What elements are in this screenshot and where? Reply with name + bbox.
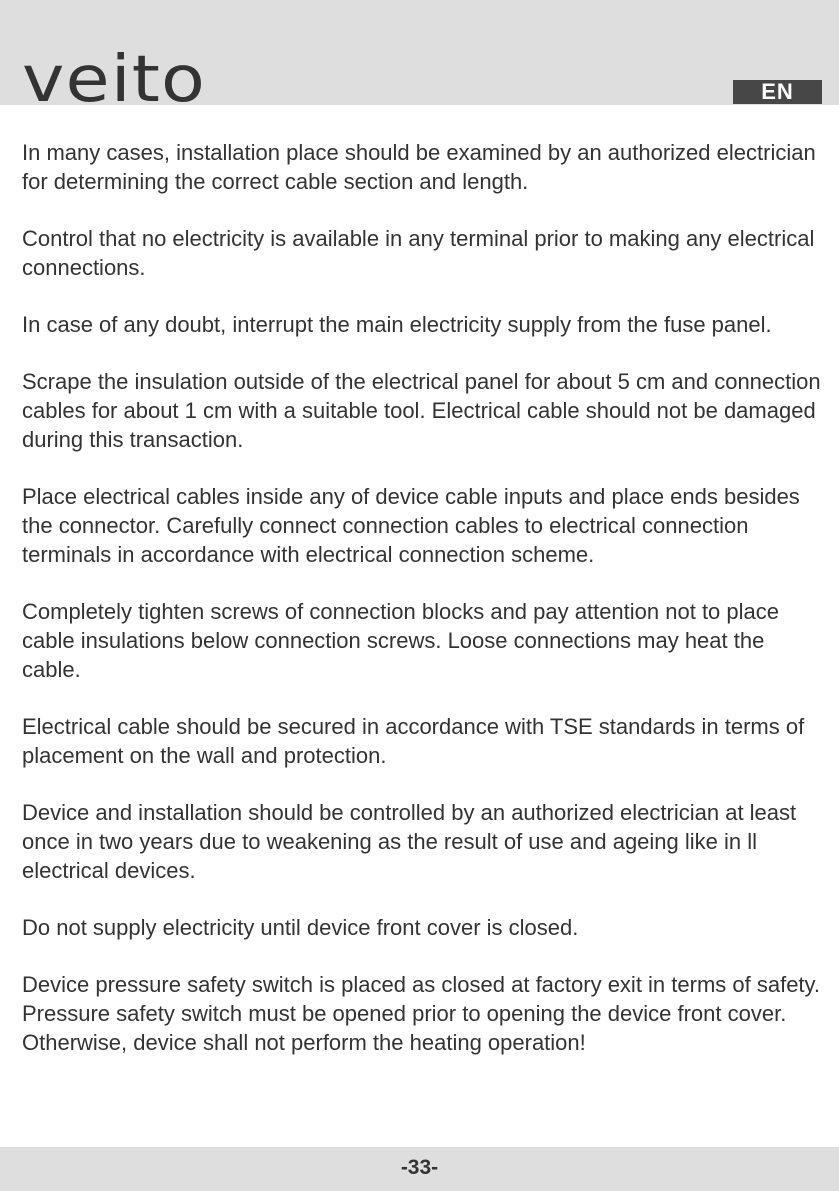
instructions-body [22, 139, 822, 1086]
paragraph: Device and installation should be controlled by an authorized electrician at least once in two years due to weakening as the result of use and ageing like in ll electrical devices. [22, 800, 797, 883]
paragraph: Device pressure safety switch is placed as closed at factory exit in terms of safety. Pressure safety switch must be opened prior to opening the device front cover. Otherwise, device shall not perform the heating operation! [22, 972, 821, 1056]
paragraph: Control that no electricity is available in any terminal prior to making any electrical connections. [22, 226, 815, 280]
paragraph: Completely tighten screws of connection blocks and pay attention not to place cable insulations below connection screws. Loose connections may heat the cable. [22, 599, 780, 682]
language-badge: EN [733, 80, 822, 104]
page-header [0, 0, 839, 117]
page-footer [0, 1147, 839, 1191]
paragraph: Do not supply electricity until device front cover is closed. [22, 915, 579, 941]
paragraph: Electrical cable should be secured in accordance with TSE standards in terms of placement on the wall and protection. [22, 714, 805, 768]
brand-logo: veito [22, 43, 206, 117]
paragraph: Scrape the insulation outside of the electrical panel for about 5 cm and connection cables for about 1 cm with a suitable tool. Electrical cable should not be damaged during this transaction. [22, 369, 821, 453]
paragraph: In case of any doubt, interrupt the main electricity supply from the fuse panel. [22, 312, 772, 338]
page-number: -33- [400, 1156, 439, 1179]
paragraph: Place electrical cables inside any of device cable inputs and place ends besides the connector. Carefully connect connection cables to electrical connection terminals in accordance with electrical connection scheme. [22, 484, 800, 567]
paragraph: In many cases, installation place should be examined by an authorized electrician for determining the correct cable section and length. [22, 140, 816, 194]
